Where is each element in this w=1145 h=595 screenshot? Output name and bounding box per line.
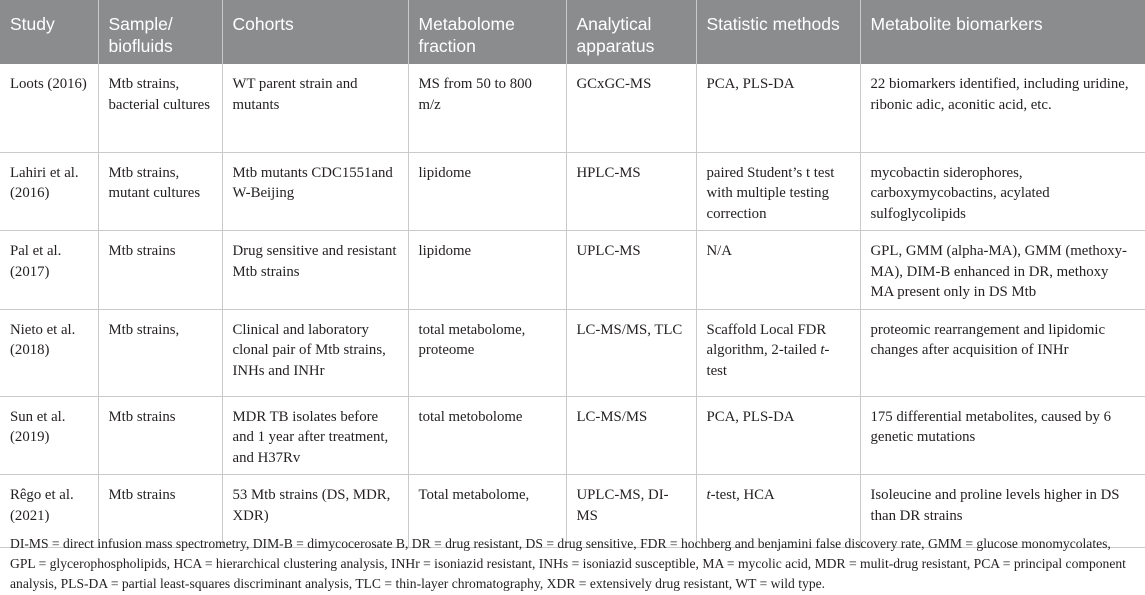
table-row [0, 64, 1145, 152]
cell-study: Nieto et al. (2018) [0, 309, 98, 396]
cell-apparatus: UPLC-MS [566, 231, 696, 310]
cell-biomarkers: Isoleucine and proline levels higher in DS than DR strains [860, 475, 1145, 548]
cell-cohorts: MDR TB isolates before and 1 year after treatment, and H37Rv [222, 396, 408, 475]
cell-apparatus: LC-MS/MS [566, 396, 696, 475]
cell-apparatus: LC-MS/MS, TLC [566, 309, 696, 396]
cell-statistic: paired Student’s t test with multiple testing correction [696, 152, 860, 231]
cell-study: Rêgo et al. (2021) [0, 475, 98, 548]
cell-fraction: lipidome [408, 152, 566, 231]
col-header-study: Study [0, 0, 98, 64]
col-header-sample: Sample/ biofluids [98, 0, 222, 64]
cell-biomarkers: 22 biomarkers identified, including uridine, ribonic adic, aconitic acid, etc. [860, 64, 1145, 152]
cell-study: Loots (2016) [0, 64, 98, 152]
cell-biomarkers: proteomic rearrangement and lipidomic changes after acquisition of INHr [860, 309, 1145, 396]
cell-sample: Mtb strains [98, 231, 222, 310]
cell-fraction: total metabolome, proteome [408, 309, 566, 396]
cell-sample: Mtb strains [98, 396, 222, 475]
cell-cohorts: 53 Mtb strains (DS, MDR, XDR) [222, 475, 408, 548]
cell-cohorts: Clinical and laboratory clonal pair of Mtb strains, INHs and INHr [222, 309, 408, 396]
table-row [0, 152, 1145, 231]
statistic-text: Scaffold Local FDR algorithm, 2-tailed [706, 321, 827, 358]
table-footnote: DI-MS = direct infusion mass spectrometry, DIM-B = dimycocerosate B, DR = drug resistant, DS = drug sensitive, FDR = hochberg and benjamini false discovery rate, GMM = glucose monomycolates, GPL = glycerophospholipids, HCA = hierarchical clustering analysis, INHr = isoniazid resistant, INHs = isoniazid susceptible, MA = mycolic acid, MDR = mulit-drug resistant, PCA = principal component analysis, PLS-DA = partial least-squares discriminant analysis, TLC = thin-layer chromatography, XDR = extensively drug resistant, WT = wild type. [10, 536, 1126, 591]
table-header-row [0, 0, 1145, 64]
col-header-statistic: Statistic methods [696, 0, 860, 64]
cell-sample: Mtb strains [98, 475, 222, 548]
cell-cohorts: Drug sensitive and resistant Mtb strains [222, 231, 408, 310]
table-row [0, 309, 1145, 396]
col-header-cohorts: Cohorts [222, 0, 408, 64]
col-header-biomarkers: Metabolite biomarkers [860, 0, 1145, 64]
statistic-italic-t: t [820, 342, 825, 358]
cell-fraction: MS from 50 to 800 m/z [408, 64, 566, 152]
cell-cohorts: WT parent strain and mutants [222, 64, 408, 152]
cell-cohorts: Mtb mutants CDC1551and W-Beijing [222, 152, 408, 231]
col-header-fraction: Metabolome fraction [408, 0, 566, 64]
cell-fraction: Total metabolome, [408, 475, 566, 548]
cell-fraction: lipidome [408, 231, 566, 310]
cell-statistic: PCA, PLS-DA [696, 64, 860, 152]
cell-statistic: N/A [696, 231, 860, 310]
cell-sample: Mtb strains, bacterial cultures [98, 64, 222, 152]
cell-study: Lahiri et al. (2016) [0, 152, 98, 231]
cell-biomarkers: GPL, GMM (alpha-MA), GMM (methoxy-MA), DIM-B enhanced in DR, methoxy MA present only in DS Mtb [860, 231, 1145, 310]
cell-sample: Mtb strains, mutant cultures [98, 152, 222, 231]
cell-study: Sun et al. (2019) [0, 396, 98, 475]
cell-apparatus: GCxGC-MS [566, 64, 696, 152]
statistic-italic-t: t [706, 487, 711, 503]
cell-study: Pal et al. (2017) [0, 231, 98, 310]
cell-fraction: total metobolome [408, 396, 566, 475]
cell-statistic: PCA, PLS-DA [696, 396, 860, 475]
cell-apparatus: HPLC-MS [566, 152, 696, 231]
statistic-text-suffix: -test, HCA [710, 487, 775, 503]
cell-sample: Mtb strains, [98, 309, 222, 396]
table-row [0, 396, 1145, 475]
cell-biomarkers: mycobactin siderophores, carboxymycobactins, acylated sulfoglycolipids [860, 152, 1145, 231]
table-row [0, 231, 1145, 310]
cell-biomarkers: 175 differential metabolites, caused by 6 genetic mutations [860, 396, 1145, 475]
cell-apparatus: UPLC-MS, DI-MS [566, 475, 696, 548]
cell-statistic [696, 309, 860, 396]
col-header-apparatus: Analytical apparatus [566, 0, 696, 64]
statistic-text-suffix: -test [706, 342, 830, 379]
